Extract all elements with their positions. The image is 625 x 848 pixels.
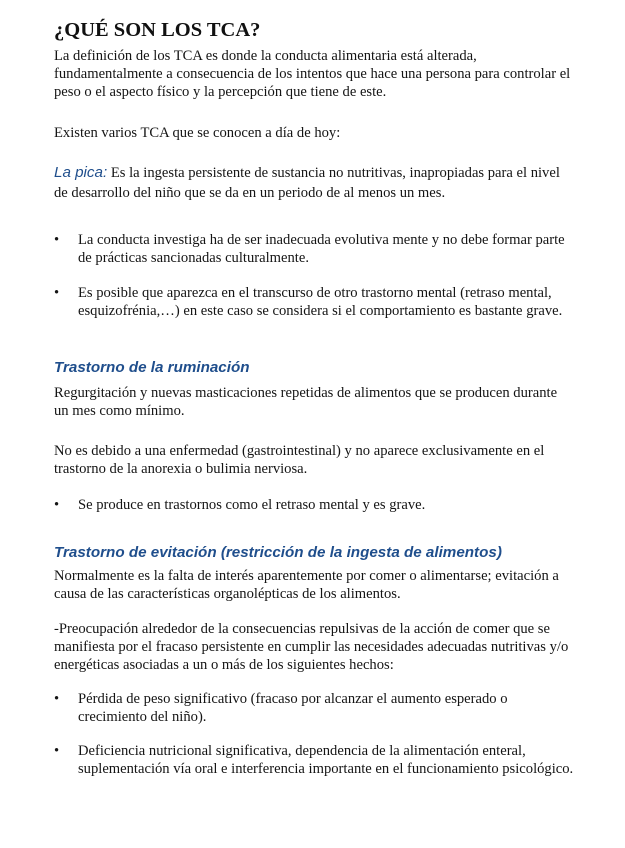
pica-label: La pica:: [54, 164, 108, 181]
ruminacion-paragraph-2: No es debido a una enfermedad (gastrointestinal) y no aparece exclusivamente en el trastorno de la anorexia o bulimia nerviosa.: [54, 443, 545, 477]
evitacion-bullet-2: [54, 742, 574, 778]
ruminacion-paragraph-1: Regurgitación y nuevas masticaciones repetidas de alimentos que se producen durante un mes como mínimo.: [54, 385, 558, 419]
intro-paragraph: La definición de los TCA es donde la conducta alimentaria está alterada, fundamentalmente a consecuencia de los intentos que hace una persona para controlar el peso o el aspecto físico y la percepción que tiene de este.: [54, 48, 571, 100]
page-title: ¿QUÉ SON LOS TCA?: [54, 19, 261, 41]
pica-paragraph: [54, 163, 574, 203]
bullet-text: Deficiencia nutricional significativa, dependencia de la alimentación enteral, suplementación vía oral e interferencia importante en el funcionamiento psicológico.: [78, 743, 574, 777]
pica-bullet-2: [54, 284, 574, 320]
bullet-text: La conducta investiga ha de ser inadecuada evolutiva mente y no debe formar parte de prácticas sancionadas culturalmente.: [78, 232, 565, 266]
bullet-text: Pérdida de peso significativo (fracaso por alcanzar el aumento esperado o crecimiento del niño).: [78, 691, 508, 725]
evitacion-paragraph-1: Normalmente es la falta de interés aparentemente por comer o alimentarse; evitación a causa de las características organolépticas de los alimentos.: [54, 568, 559, 602]
bullet-icon: •: [54, 497, 60, 513]
bullet-text: Se produce en trastornos como el retraso mental y es grave.: [78, 497, 426, 513]
bullet-icon: •: [54, 232, 60, 248]
bullet-text: Es posible que aparezca en el transcurso de otro trastorno mental (retraso mental, esquizofrénia,…) en este caso se considera si el comportamiento es bastante grave.: [78, 285, 563, 319]
evitacion-paragraph-2: -Preocupación alrededor de la consecuencias repulsivas de la acción de comer que se manifiesta por el fracaso persistente en cumplir las necesidades adecuadas nutritivas y/o energéticas asociadas a un o más de los siguientes hechos:: [54, 621, 569, 673]
bullet-icon: •: [54, 743, 60, 759]
evitacion-heading: Trastorno de evitación (restricción de la ingesta de alimentos): [54, 544, 502, 561]
ruminacion-heading: Trastorno de la ruminación: [54, 359, 250, 376]
ruminacion-bullet-1: [54, 496, 574, 514]
existen-paragraph: Existen varios TCA que se conocen a día de hoy:: [54, 125, 341, 141]
pica-bullet-1: [54, 231, 574, 267]
evitacion-bullet-1: [54, 690, 574, 726]
bullet-icon: •: [54, 285, 60, 301]
bullet-icon: •: [54, 691, 60, 707]
pica-text: Es la ingesta persistente de sustancia no nutritivas, inapropiadas para el nivel de desarrollo del niño que se da en un periodo de al menos un mes.: [54, 165, 560, 201]
